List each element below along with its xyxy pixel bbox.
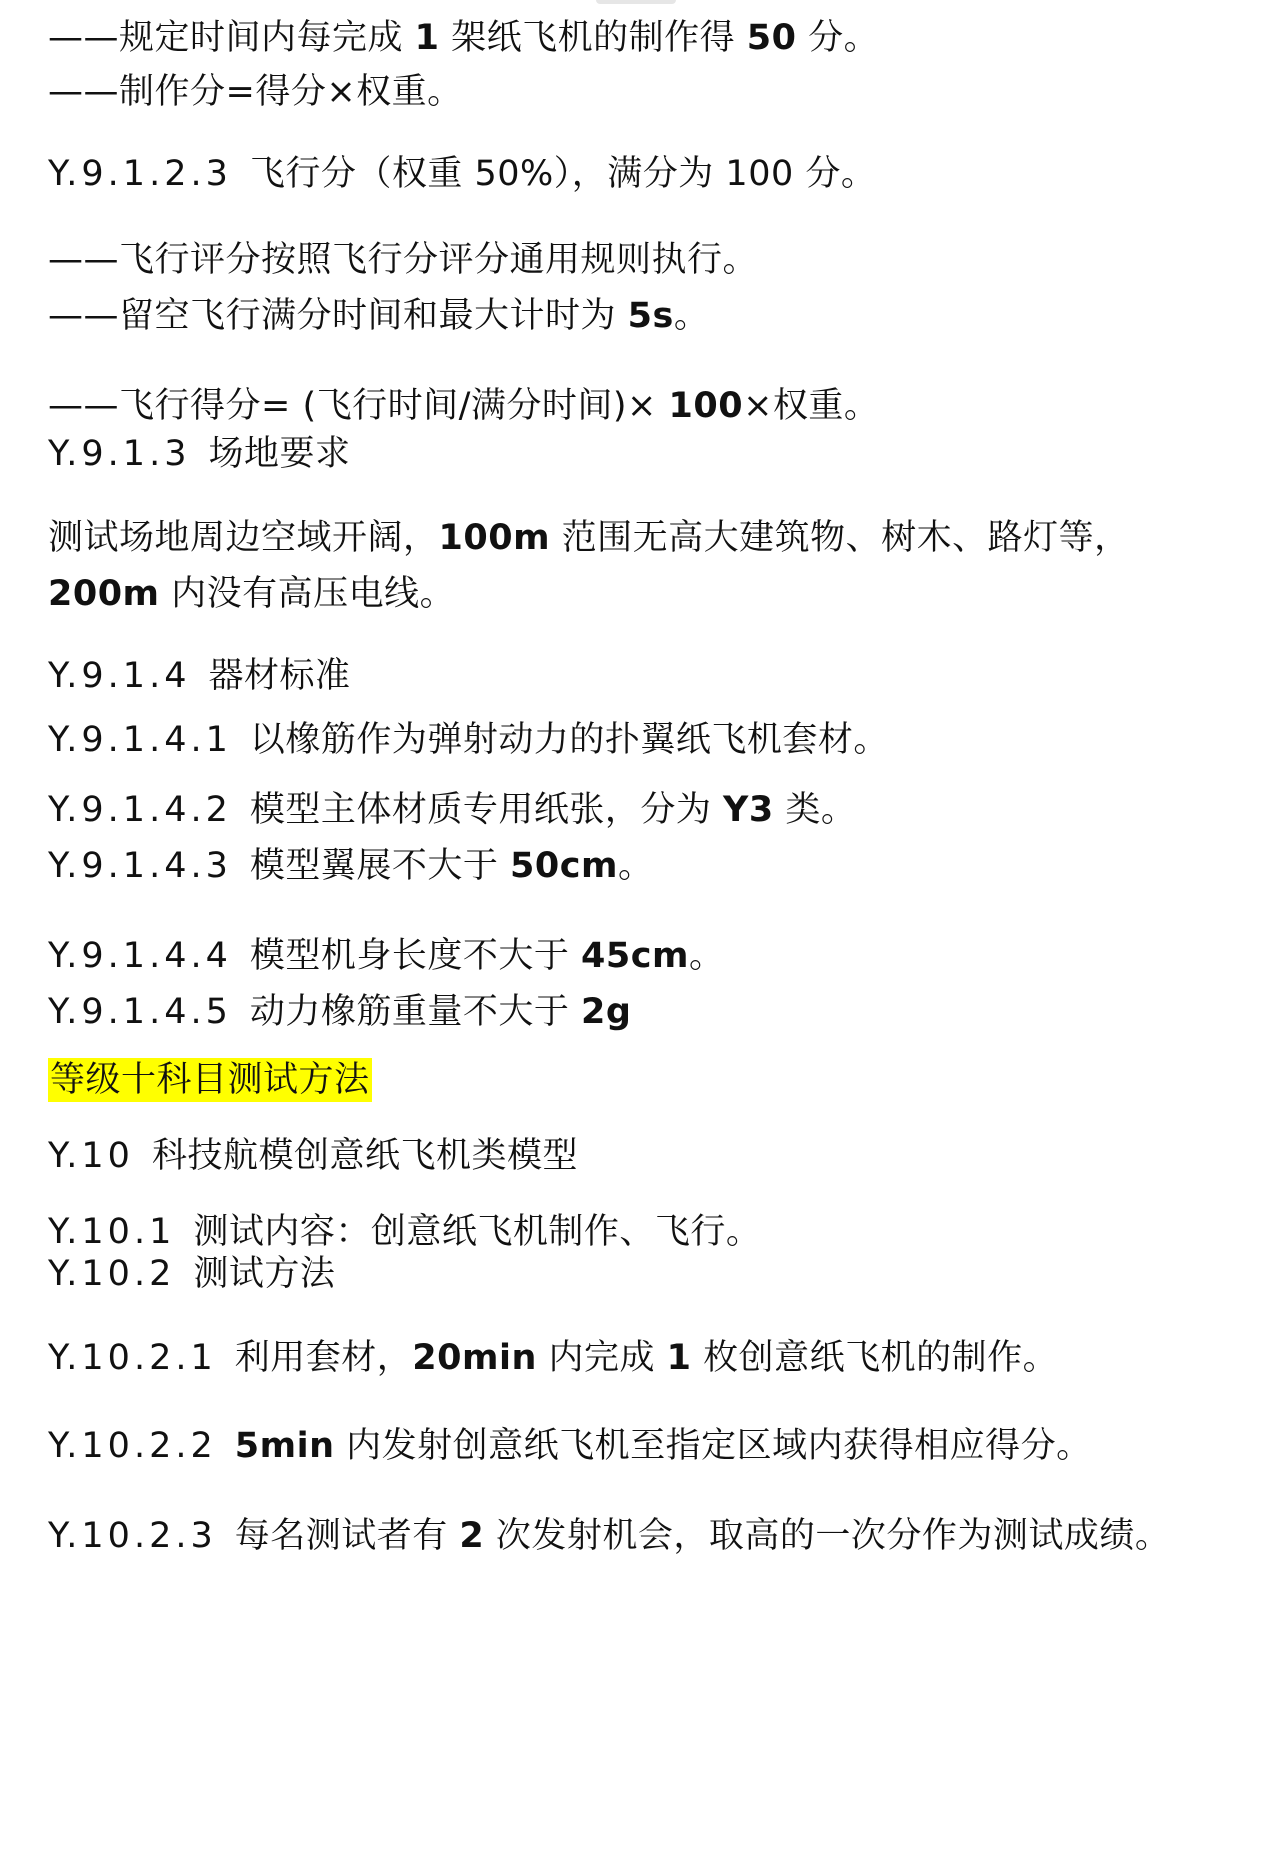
clause-y1022: Y.10.2.2 5min 内发射创意纸飞机至指定区域内获得相应得分。 xyxy=(48,1426,1092,1466)
page-top-marker xyxy=(596,0,676,4)
clause-y9144: Y.9.1.4.4 模型机身长度不大于 45cm。 xyxy=(48,936,725,976)
clause-y913: Y.9.1.3 场地要求 xyxy=(48,434,351,474)
highlighted-heading: 等级十科目测试方法 xyxy=(50,1060,370,1100)
rule-line-flight-formula: ——飞行得分= (飞行时间/满分时间)× 100×权重。 xyxy=(48,386,880,426)
clause-y9141: Y.9.1.4.1 以橡筋作为弹射动力的扑翼纸飞机套材。 xyxy=(48,720,889,760)
clause-y1021: Y.10.2.1 利用套材，20min 内完成 1 枚创意纸飞机的制作。 xyxy=(48,1338,1059,1378)
clause-y1023: Y.10.2.3 每名测试者有 2 次发射机会，取高的一次分作为测试成绩。 xyxy=(48,1516,1171,1556)
clause-y9145: Y.9.1.4.5 动力橡筋重量不大于 2g xyxy=(48,992,632,1032)
paragraph-site-line1: 测试场地周边空域开阔，100m 范围无高大建筑物、树木、路灯等， xyxy=(48,518,1130,558)
clause-y102: Y.10.2 测试方法 xyxy=(48,1254,336,1294)
clause-y101: Y.10.1 测试内容：创意纸飞机制作、飞行。 xyxy=(48,1212,762,1252)
rule-line-production-formula: ——制作分=得分×权重。 xyxy=(48,72,463,112)
rule-line-max-time: ——留空飞行满分时间和最大计时为 5s。 xyxy=(48,296,710,336)
rule-line-production-score: ——规定时间内每完成 1 架纸飞机的制作得 50 分。 xyxy=(48,18,880,58)
clause-y9123: Y.9.1.2.3 飞行分（权重 50%），满分为 100 分。 xyxy=(48,154,877,194)
clause-y9143: Y.9.1.4.3 模型翼展不大于 50cm。 xyxy=(48,846,654,886)
clause-y914: Y.9.1.4 器材标准 xyxy=(48,656,351,696)
section-heading-level10 xyxy=(48,1058,372,1102)
rule-line-flight-scoring: ——飞行评分按照飞行分评分通用规则执行。 xyxy=(48,240,759,280)
clause-y10: Y.10 科技航模创意纸飞机类模型 xyxy=(48,1136,578,1176)
paragraph-site-line2: 200m 内没有高压电线。 xyxy=(48,574,456,614)
clause-y9142: Y.9.1.4.2 模型主体材质专用纸张，分为 Y3 类。 xyxy=(48,790,857,830)
